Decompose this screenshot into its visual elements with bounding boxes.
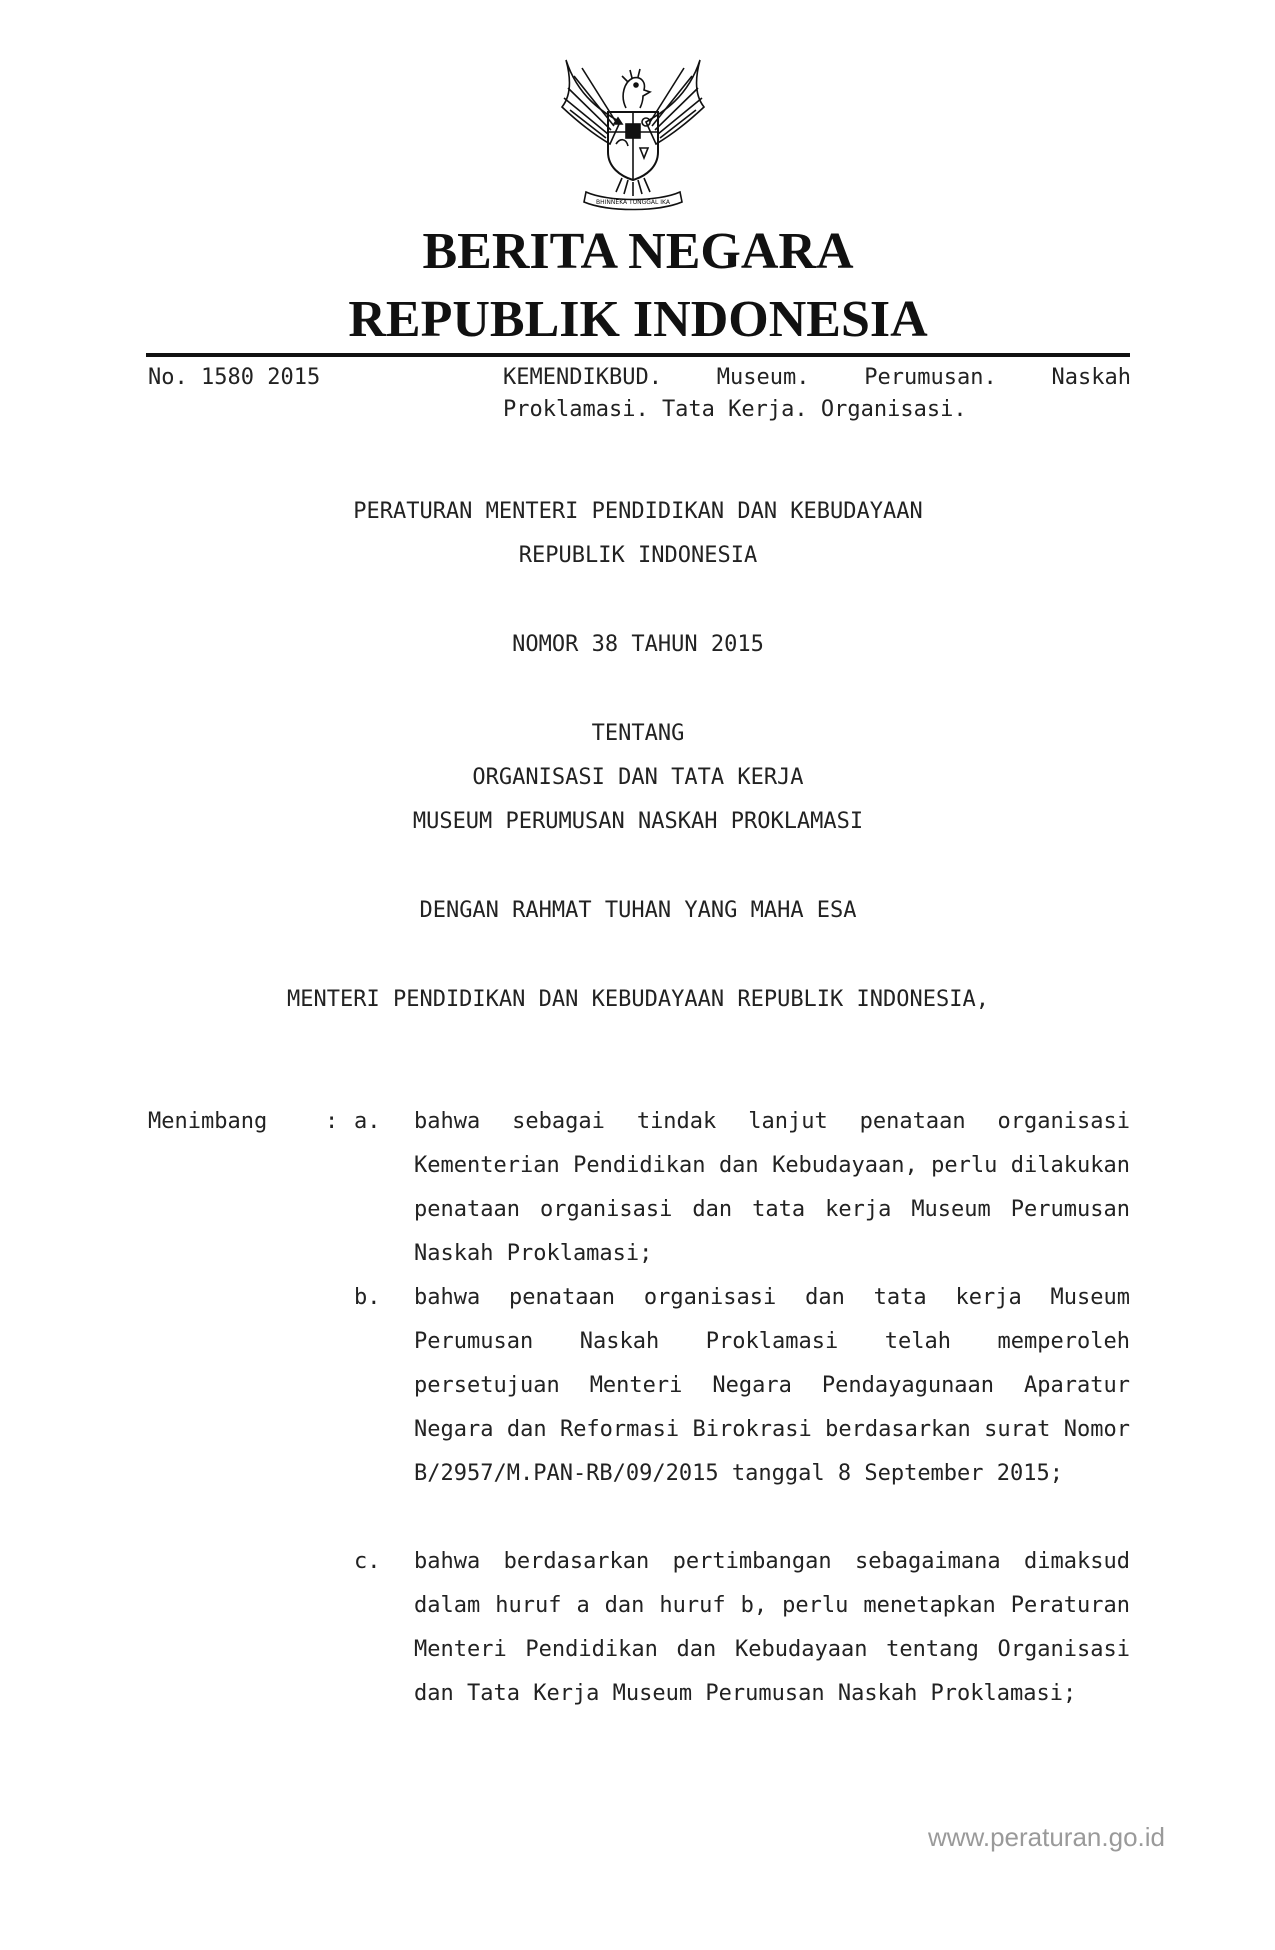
regulation-number: NOMOR 38 TAHUN 2015	[512, 632, 764, 657]
masthead-divider	[146, 353, 1130, 357]
considering-item-text: bahwa sebagai tindak lanjut penataan organisasi Kementerian Pendidikan dan Kebudayaan, perlu dilakukan penataan organisasi dan tata kerja Museum Perumusan Naskah Proklamasi;	[414, 1109, 1130, 1266]
regulation-title: PERATURAN MENTERI PENDIDIKAN DAN KEBUDAYAAN	[353, 499, 923, 524]
regulation-subject-line-2: MUSEUM PERUMUSAN NASKAH PROKLAMASI	[412, 809, 864, 834]
emblem-banner-text: BHINNEKA TUNGGAL IKA	[596, 199, 670, 206]
considering-item-text: bahwa berdasarkan pertimbangan sebagaimana dimaksud dalam huruf a dan huruf b, perlu menetapkan Peraturan Menteri Pendidikan dan Kebudayaan tentang Organisasi dan Tata Kerja Museum Perumusan Naskah Proklamasi;	[414, 1549, 1130, 1706]
masthead-subtitle: REPUBLIK INDONESIA	[348, 291, 928, 348]
regulation-subject-line-1: ORGANISASI DAN TATA KERJA	[472, 765, 804, 790]
regulation-about: TENTANG	[591, 721, 685, 746]
document-subject	[503, 362, 1131, 426]
footer-website-url: www.peraturan.go.id	[927, 1822, 1165, 1852]
garuda-emblem-icon	[548, 52, 718, 212]
considering-item-letter: a.	[354, 1109, 381, 1134]
masthead-title: BERITA NEGARA	[422, 223, 854, 280]
considering-label: Menimbang	[148, 1109, 268, 1134]
considering-colon: :	[325, 1109, 339, 1134]
regulation-country: REPUBLIK INDONESIA	[518, 543, 758, 568]
subject-line-2: Proklamasi. Tata Kerja. Organisasi.	[503, 397, 967, 422]
considering-item-letter: b.	[354, 1285, 381, 1310]
minister-line: MENTERI PENDIDIKAN DAN KEBUDAYAAN REPUBLIK INDONESIA,	[287, 987, 989, 1012]
document-number: No. 1580 2015	[148, 365, 321, 390]
considering-item-letter: c.	[354, 1549, 381, 1574]
subject-line-1: KEMENDIKBUD. Museum. Perumusan. Naskah	[503, 365, 1131, 390]
considering-item-text: bahwa penataan organisasi dan tata kerja Museum Perumusan Naskah Proklamasi telah memperoleh persetujuan Menteri Negara Pendayagunaan Aparatur Negara dan Reformasi Birokrasi berdasarkan surat Nomor B/2957/M.PAN-RB/09/2015 tanggal 8 September 2015;	[414, 1285, 1130, 1486]
invocation: DENGAN RAHMAT TUHAN YANG MAHA ESA	[419, 898, 857, 923]
